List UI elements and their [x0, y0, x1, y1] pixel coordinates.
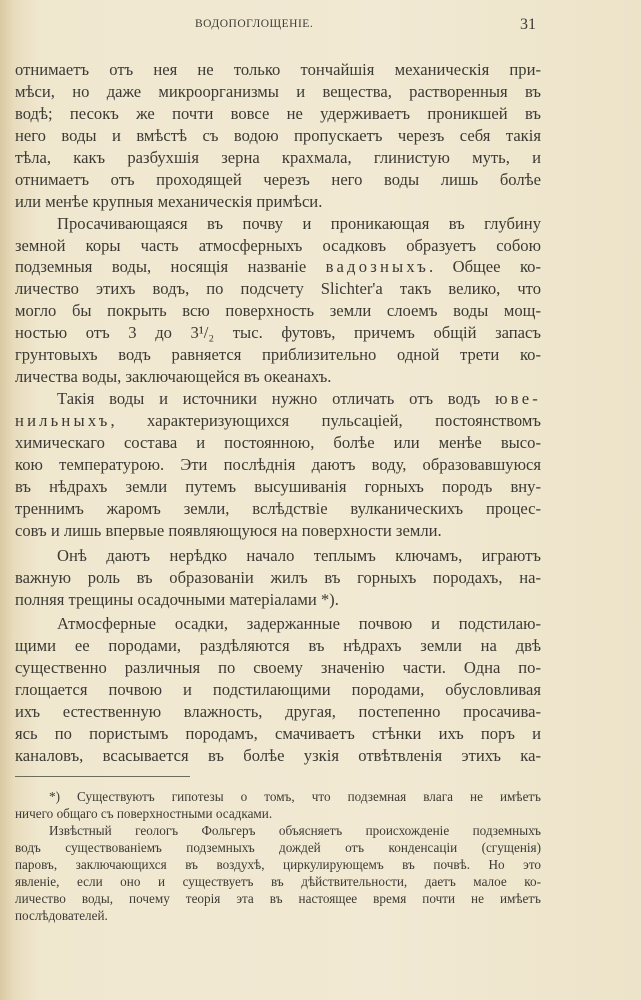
text-line	[15, 635, 541, 657]
text-line	[15, 589, 541, 611]
text-segment: Атмосферные осадки, задержанные почвою и подстилаю-	[57, 614, 541, 634]
text-segment: ясь по пористымъ породамъ, смачиваетъ стѣнки ихъ поръ и	[15, 724, 541, 744]
text-segment: существенно различныя по своему значенію части. Одна по-	[15, 658, 541, 678]
text-segment: . Общее ко-	[429, 257, 542, 277]
text-segment: могло бы покрыть всю поверхность земли слоемъ воды мощ-	[15, 301, 541, 321]
text-segment: мѣси, но даже микроорганизмы и вещества, растворенныя въ	[15, 81, 541, 101]
body-text	[15, 59, 541, 767]
text-segment: ничего общаго съ поверхностными осадками.	[15, 806, 273, 821]
text-line	[15, 147, 541, 169]
text-line	[15, 567, 541, 589]
footnote-divider	[15, 776, 190, 777]
text-segment: послѣдователей.	[15, 908, 108, 923]
text-line	[15, 476, 541, 498]
text-segment: отнимаетъ отъ нея не только тончайшія механическія при-	[15, 60, 541, 79]
footnote-line	[15, 822, 541, 839]
page-header	[0, 16, 641, 36]
spaced-emphasis-text: нильныхъ	[15, 411, 111, 430]
text-line	[15, 213, 541, 235]
text-line	[15, 520, 541, 542]
text-segment: каналовъ, всасывается въ болѣе узкія отвѣтвленія этихъ ка-	[15, 746, 541, 766]
text-segment: ностью отъ 3 до 3¹/₂ тыс. футовъ, причемъ общій запасъ	[15, 323, 541, 343]
text-segment: личества воды, заключающейся въ океанахъ.	[15, 367, 332, 387]
text-line	[15, 278, 541, 300]
text-line	[15, 388, 541, 410]
text-segment: отнимаетъ отъ проходящей черезъ него воды лишь болѣе	[15, 169, 541, 189]
text-segment: Такія воды и источники нужно отличать отъ водъ	[57, 389, 496, 409]
text-segment: треннимъ жаромъ земли, вслѣдствіе вулканическихъ процес-	[15, 498, 541, 518]
text-line	[15, 701, 541, 723]
text-line	[15, 125, 541, 147]
text-line	[15, 322, 541, 344]
footnote-line	[15, 839, 541, 856]
text-segment: важную роль въ образованіи жилъ въ горныхъ породахъ, на-	[15, 567, 541, 587]
text-segment: химическаго состава и постоянною, болѣе или менѣе высо-	[15, 432, 541, 452]
text-segment: Просачивающаяся въ почву и проникающая въ глубину	[57, 213, 541, 233]
text-line	[15, 679, 541, 701]
text-segment: глощается почвою и подстилающими породами, обусловливая	[15, 680, 541, 700]
footnote-line	[15, 890, 541, 907]
text-line	[15, 235, 541, 257]
text-segment: паровъ, заключающихся въ воздухѣ, циркулирующемъ въ почвѣ. Но это	[15, 857, 541, 872]
text-line	[15, 103, 541, 125]
text-segment: водъ существованіемъ подземныхъ дождей отъ конденсаціи (сгущенія)	[15, 840, 541, 855]
text-line	[15, 454, 541, 476]
spaced-emphasis-text: юве-	[495, 389, 541, 409]
text-line	[15, 545, 541, 567]
text-line	[15, 256, 541, 278]
text-segment: явленіе, если оно и существуетъ въ дѣйствительности, даетъ малое ко-	[15, 874, 541, 889]
text-segment: тѣла, какъ разбухшія зерна крахмала, глинистую муть, и	[15, 147, 541, 167]
text-segment: въ нѣдрахъ земли путемъ высушиванія горныхъ породъ вну-	[15, 476, 541, 496]
footnotes	[15, 788, 541, 924]
text-line	[15, 366, 541, 388]
text-segment: кою температурою. Эти послѣднія даютъ воду, образовавшуюся	[15, 454, 541, 474]
text-segment: водѣ; песокъ же почти вовсе не удерживаетъ проникшей въ	[15, 103, 541, 123]
text-segment: полняя трещины осадочными матеріалами *).	[15, 589, 339, 609]
text-line	[15, 723, 541, 745]
text-line	[15, 169, 541, 191]
footnote-line	[15, 907, 541, 924]
footnote-line	[15, 788, 541, 805]
footnote-line	[15, 873, 541, 890]
text-segment: ихъ естественную влажность, другая, постепенно просачива-	[15, 702, 541, 722]
text-segment: подземныя воды, носящія названіе	[15, 257, 326, 277]
text-segment: личество воды, почему теорія эта въ настоящее время почти не имѣетъ	[15, 891, 541, 906]
text-line	[15, 59, 541, 81]
text-segment: щими ее породами, раздѣляются въ нѣдрахъ земли на двѣ	[15, 636, 541, 656]
footnote-line	[15, 856, 541, 873]
text-segment: , характеризующихся пульсаціей, постоянствомъ	[110, 411, 541, 430]
text-segment: совъ и лишь впервые появляющуюся на поверхности земли.	[15, 520, 442, 540]
text-line	[15, 657, 541, 679]
spaced-emphasis-text: вадозныхъ	[325, 257, 430, 277]
text-line	[15, 410, 541, 432]
text-line	[15, 613, 541, 635]
text-segment: земной коры часть атмосферныхъ осадковъ образуетъ собою	[15, 235, 541, 255]
text-segment: личество этихъ водъ, по подсчету Slichter'а такъ велико, что	[15, 279, 541, 299]
running-title: ВОДОПОГЛОЩЕНІЕ.	[195, 18, 314, 30]
text-segment: *) Существуютъ гипотезы о томъ, что подземная влага не имѣетъ	[49, 789, 541, 804]
text-line	[15, 191, 541, 213]
page-number: 31	[520, 16, 536, 33]
text-segment: грунтовыхъ водъ равняется приблизительно одной трети ко-	[15, 345, 541, 365]
text-segment: Извѣстный геологъ Фольгеръ объясняетъ происхожденіе подземныхъ	[49, 823, 541, 838]
text-segment: или менѣе крупныя механическія примѣси.	[15, 191, 323, 211]
footnote-line	[15, 805, 541, 822]
text-line	[15, 745, 541, 767]
text-line	[15, 81, 541, 103]
text-line	[15, 300, 541, 322]
text-line	[15, 344, 541, 366]
text-line	[15, 498, 541, 520]
text-line	[15, 432, 541, 454]
text-segment: Онѣ даютъ нерѣдко начало теплымъ ключамъ, играютъ	[57, 545, 541, 565]
text-segment: него воды и вмѣстѣ съ водою пропускаетъ черезъ себя такія	[15, 125, 541, 145]
